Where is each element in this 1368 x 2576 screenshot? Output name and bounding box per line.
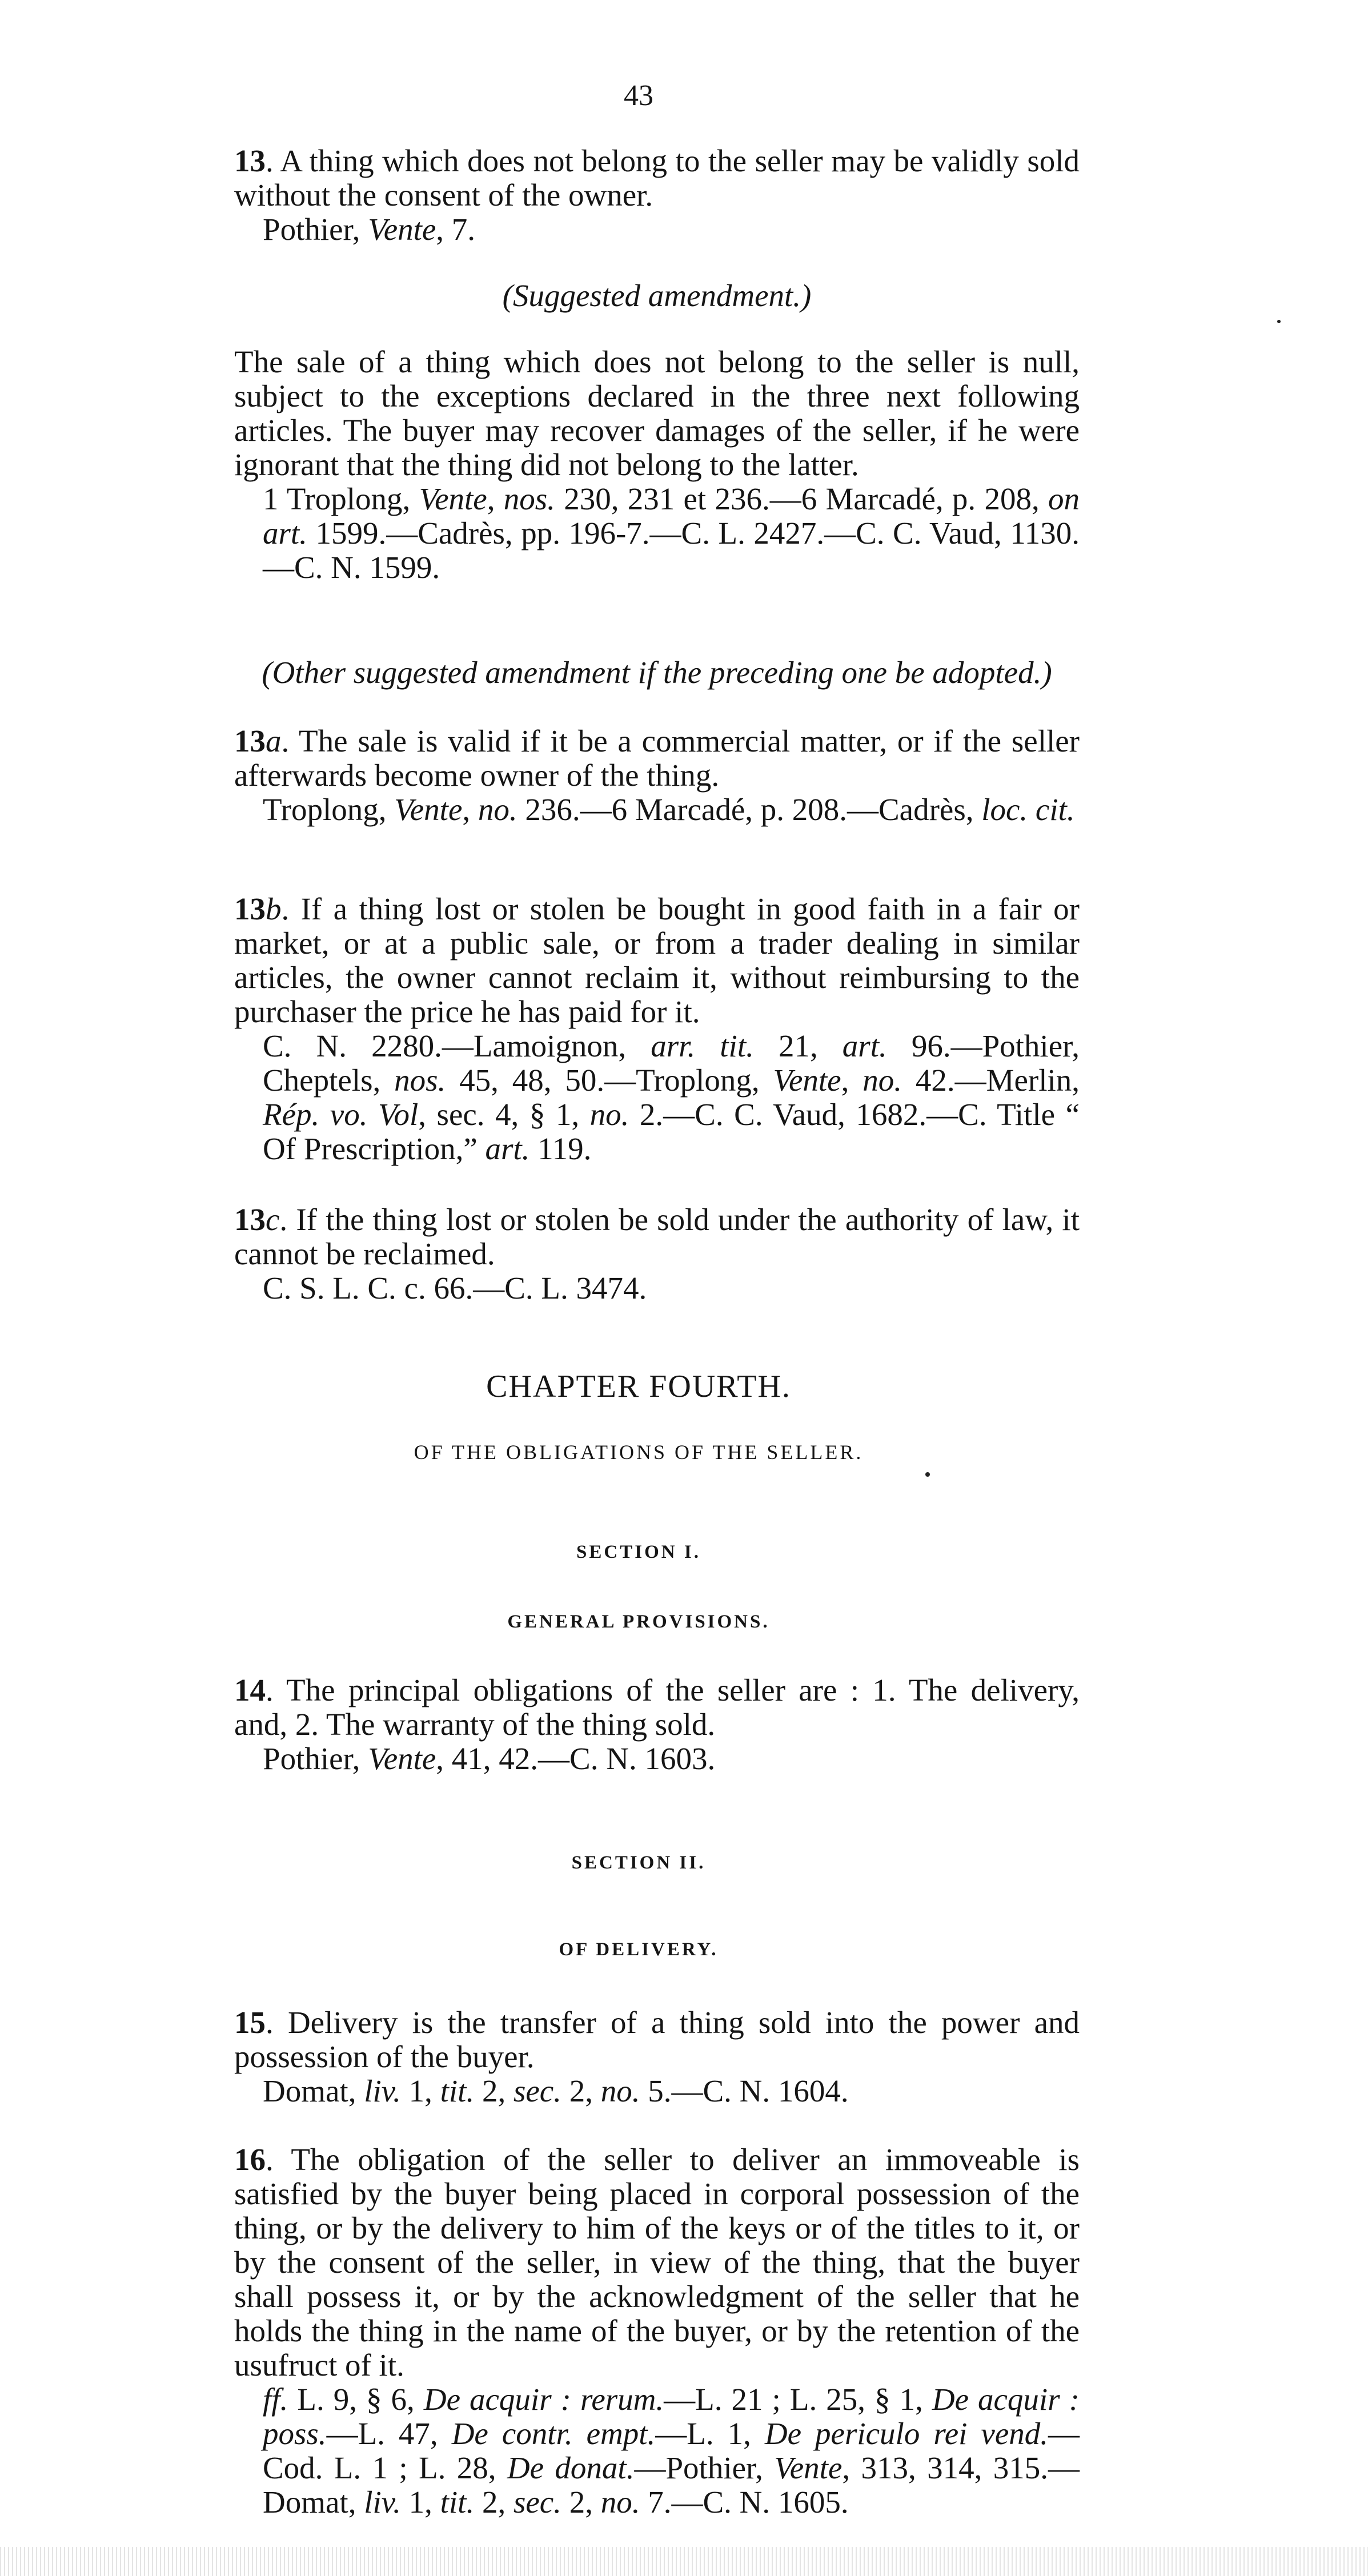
article-14 xyxy=(234,1673,1080,1776)
citation-part: Troplong, xyxy=(263,792,395,827)
citation-part: Pothier, xyxy=(263,1741,368,1776)
article-15-citation xyxy=(234,2074,1080,2108)
citation-part: —L. 21 ; L. 25, § 1, xyxy=(664,2382,932,2417)
article-body: . A thing which does not belong to the seller may be validly sold without the consent of the owner. xyxy=(234,143,1080,212)
article-13a-citation xyxy=(234,793,1080,827)
citation-part: De acquir : rerum. xyxy=(423,2382,664,2417)
ink-speck xyxy=(1277,320,1281,323)
article-16-citation xyxy=(234,2382,1080,2519)
citation-part: —L. 47, xyxy=(326,2416,452,2451)
citation-part: Vente xyxy=(419,481,487,516)
article-letter: a xyxy=(266,724,282,758)
article-number: 13 xyxy=(234,1202,266,1237)
article-number: 13 xyxy=(234,724,266,758)
citation-part: 2, xyxy=(561,2073,601,2108)
section-1-title: GENERAL PROVISIONS. xyxy=(507,1611,770,1632)
article-14-citation xyxy=(234,1742,1080,1776)
citation-part: Pothier, xyxy=(263,212,368,247)
citation-part: art. xyxy=(485,1131,530,1166)
citation-part: Domat, xyxy=(263,2073,364,2108)
article-15-text xyxy=(234,2006,1080,2074)
article-body: . The obligation of the seller to deliver an immoveable is satisfied by the buyer being placed in corporal possession of the thing, or by the delivery to him of the keys or of the titles to it, or by the consent of the seller, in view of the thing, that the buyer shall possess it, or by the acknowledgment of the seller that he holds the thing in the name of the buyer, or by the retention of the usufruct of it. xyxy=(234,2142,1080,2382)
article-letter: c xyxy=(266,1202,280,1237)
article-13-citation xyxy=(234,212,1080,247)
citation-part: 1 Troplong, xyxy=(263,481,419,516)
citation-part: 119. xyxy=(529,1131,592,1166)
article-14-text xyxy=(234,1673,1080,1742)
citation-part: arr. tit. xyxy=(651,1028,754,1063)
citation-part: liv. xyxy=(364,2485,401,2519)
citation-part: 7.—C. N. 1605. xyxy=(640,2485,849,2519)
citation-part: 230, 231 et 236.—6 Marcadé, p. 208, xyxy=(555,481,1049,516)
citation-part: tit. xyxy=(440,2485,475,2519)
citation-part: Rép. vo. Vol xyxy=(263,1097,419,1132)
citation-part: 2.—C. C. Vaud, 1682.—C. Title “ Of Prescription,” xyxy=(263,1097,1080,1166)
citation-part: 21, xyxy=(753,1028,843,1063)
citation-part: no. xyxy=(589,1097,629,1132)
article-13-text xyxy=(234,144,1080,212)
article-number: 14 xyxy=(234,1673,266,1707)
citation-part: nos. xyxy=(503,481,555,516)
citation-part: —Pothier, xyxy=(634,2450,775,2485)
citation-part: , 7. xyxy=(436,212,476,247)
article-body: . The principal obligations of the seller are : 1. The delivery, and, 2. The warranty of the thing sold. xyxy=(234,1673,1080,1742)
citation-part: Vente xyxy=(773,1063,841,1098)
citation-part: nos. xyxy=(394,1063,446,1098)
amendment-heading-block xyxy=(234,279,1080,313)
citation-part: , sec. 4, § 1, xyxy=(418,1097,590,1132)
citation-part: —L. 1, xyxy=(655,2416,765,2451)
amendment-1-citation xyxy=(234,482,1080,585)
citation-part: 45, 48, 50.—Troplong, xyxy=(446,1063,773,1098)
article-13c xyxy=(234,1203,1080,1305)
citation-part: loc. cit. xyxy=(981,792,1075,827)
article-body: The sale is valid if it be a commercial matter, or if the seller afterwards become owner of the thing. xyxy=(234,724,1080,793)
article-16 xyxy=(234,2143,1080,2519)
citation-part: liv. xyxy=(364,2073,401,2108)
citation-part: De acquir : poss. xyxy=(263,2382,1080,2451)
citation-part: , xyxy=(841,1063,863,1098)
amendment-2-heading: (Other suggested amendment if the preceding one be adopted.) xyxy=(262,655,1052,690)
citation-part: 42.—Merlin, xyxy=(901,1063,1080,1098)
citation-part: no. xyxy=(600,2073,640,2108)
amendment-heading: (Suggested amendment.) xyxy=(502,278,812,313)
citation-part: , 313, 314, 315.—Domat, xyxy=(263,2450,1080,2519)
citation-part: 96.—Pothier, Cheptels, xyxy=(263,1028,1080,1098)
citation-part: Vente xyxy=(774,2450,843,2485)
amendment-1 xyxy=(234,345,1080,585)
article-13c-text: 13c. If the thing lost or stolen be sold under the authority of law, it cannot be reclaimed. xyxy=(234,1202,1080,1271)
citation-part: no. xyxy=(862,1063,902,1098)
citation-part: C. N. 2280.—Lamoignon, xyxy=(263,1028,651,1063)
citation-part: 236.—6 Marcadé, p. 208.—Cadrès, xyxy=(517,792,982,827)
article-13c-citation: C. S. L. C. c. 66.—C. L. 3474. xyxy=(263,1271,647,1305)
citation-part: De contr. empt. xyxy=(451,2416,656,2451)
citation-part: on art. xyxy=(263,481,1080,550)
citation-part: L. 9, § 6, xyxy=(288,2382,424,2417)
citation-part: sec. xyxy=(513,2073,561,2108)
article-16-text xyxy=(234,2143,1080,2382)
article-13a-text: 13a. The sale is valid if it be a commercial matter, or if the seller afterwards become owner of the thing. xyxy=(234,724,1080,793)
amendment-2-heading-block xyxy=(234,656,1080,690)
citation-part: sec. xyxy=(513,2485,561,2519)
article-body: If the thing lost or stolen be sold under the authority of law, it cannot be reclaimed. xyxy=(234,1202,1080,1271)
citation-part: 2, xyxy=(561,2485,601,2519)
amendment-1-text: The sale of a thing which does not belong to the seller is null, subject to the exceptions declared in the three next following articles. The buyer may recover damages of the seller, if he were ignorant that the thing did not belong to the latter. xyxy=(234,344,1080,482)
citation-part: no. xyxy=(478,792,517,827)
article-13b xyxy=(234,892,1080,1166)
article-15 xyxy=(234,2006,1080,2108)
article-number: 13 xyxy=(234,143,266,178)
citation-part: 5.—C. N. 1604. xyxy=(640,2073,849,2108)
citation-part: 1, xyxy=(400,2073,440,2108)
citation-part: 2, xyxy=(474,2485,513,2519)
page-number: 43 xyxy=(624,79,653,112)
article-13b-citation xyxy=(234,1029,1080,1166)
citation-part: 1599.—Cadrès, pp. 196-7.—C. L. 2427.—C. C. Vaud, 1130.—C. N. 1599. xyxy=(263,516,1080,585)
citation-part: De donat. xyxy=(507,2450,635,2485)
citation-part: Vente xyxy=(368,212,436,247)
citation-part: 1, xyxy=(400,2485,440,2519)
article-body: If a thing lost or stolen be bought in good faith in a fair or market, or at a public sale, or from a trader dealing in similar articles, the owner cannot reclaim it, without reimbursing to the purchaser the price he has paid for it. xyxy=(234,891,1080,1029)
article-13a xyxy=(234,724,1080,827)
article-13 xyxy=(234,144,1080,247)
citation-part: —Cod. L. 1 ; L. 28, xyxy=(263,2416,1080,2485)
chapter-title: CHAPTER FOURTH. xyxy=(486,1369,791,1404)
section-2-label: SECTION II. xyxy=(571,1852,706,1873)
article-number: 16 xyxy=(234,2142,266,2177)
article-13b-text: 13b. If a thing lost or stolen be bought in good faith in a fair or market, or at a public sale, or from a trader dealing in similar articles, the owner cannot reclaim it, without reimbursing to the purchaser the price he has paid for it. xyxy=(234,891,1080,1029)
article-body: . Delivery is the transfer of a thing sold into the power and possession of the buyer. xyxy=(234,2005,1080,2074)
article-number: 15 xyxy=(234,2005,266,2040)
citation-part: , xyxy=(462,792,478,827)
article-number: 13 xyxy=(234,891,266,926)
chapter-subtitle: OF THE OBLIGATIONS OF THE SELLER. xyxy=(414,1441,864,1464)
citation-part: art. xyxy=(842,1028,887,1063)
citation-part: 2, xyxy=(474,2073,513,2108)
ink-speck xyxy=(925,1472,930,1477)
citation-part: , 41, 42.—C. N. 1603. xyxy=(436,1741,716,1776)
citation-part: De periculo rei vend. xyxy=(764,2416,1048,2451)
citation-part: Vente xyxy=(394,792,463,827)
section-2-title: OF DELIVERY. xyxy=(559,1939,719,1960)
citation-part: Vente xyxy=(368,1741,436,1776)
article-letter: b xyxy=(266,891,282,926)
citation-part: ff. xyxy=(263,2382,288,2417)
scan-noise-strip xyxy=(0,2547,1368,2576)
section-1-label: SECTION I. xyxy=(576,1542,701,1562)
citation-part: tit. xyxy=(440,2073,475,2108)
citation-part: , xyxy=(487,481,504,516)
citation-part: no. xyxy=(600,2485,640,2519)
